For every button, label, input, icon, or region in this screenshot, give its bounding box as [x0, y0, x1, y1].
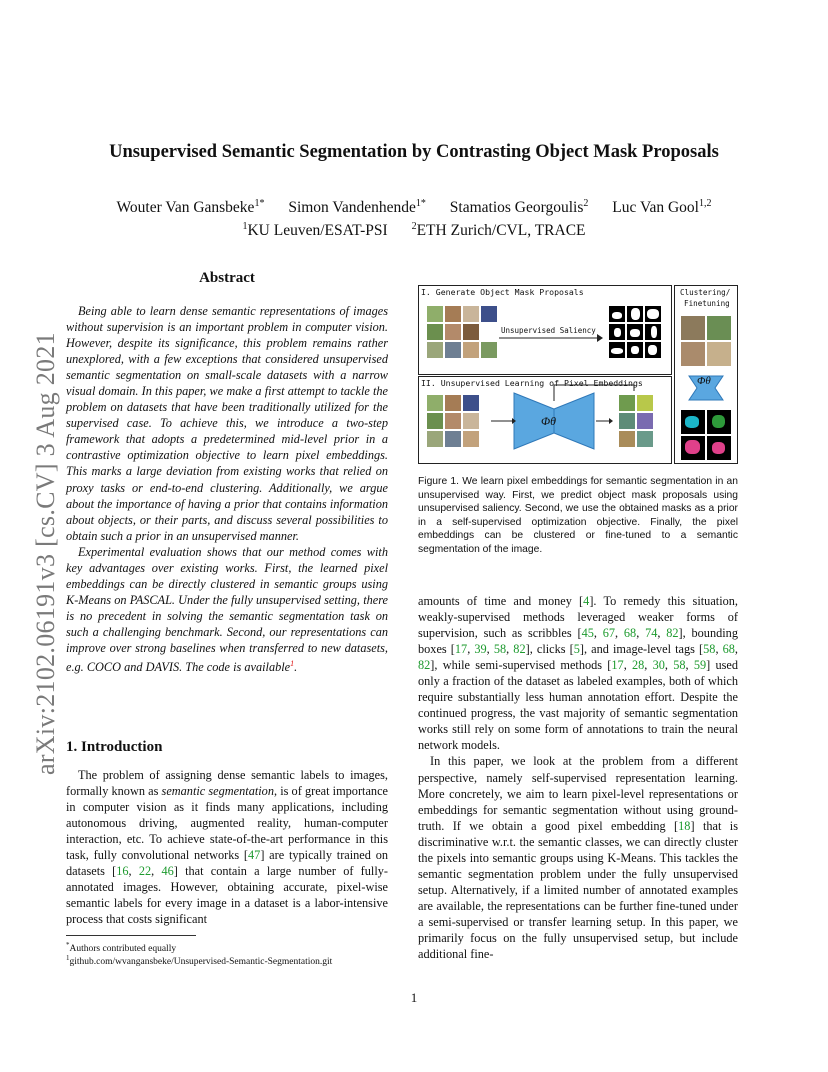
- citation-link[interactable]: 47: [248, 848, 261, 863]
- embedding-output-thumb: [637, 413, 653, 429]
- citation-link[interactable]: 17: [611, 658, 624, 673]
- stage-1-panel: [418, 285, 672, 375]
- page-number: 1: [410, 990, 418, 1005]
- citation-link[interactable]: 59: [693, 658, 707, 673]
- mask-proposal: [609, 324, 625, 340]
- intro-paragraph: The problem of assigning dense semantic labels to images, formally known as semantic segmentation, is of great importance in computer vision as it finds many applications, including autonomous driving, augmented reality, human-computer interaction, etc. To achieve state-of-the-art performance in this task, fully convolutional networks [47] are typically trained on datasets [16, 22, 46] that contain a large number of fully-annotated images. However, obtaining accurate, pixel-wise semantic labels for every image in a dataset is a labor-intensive process that costs significant: [66, 768, 389, 927]
- intro-body: [66, 767, 388, 927]
- figure-1: [418, 285, 738, 465]
- abstract-body: [66, 303, 388, 675]
- segmentation-output: [681, 410, 705, 434]
- citation-link[interactable]: 18: [678, 818, 691, 833]
- footnote-1: *Authors contributed equally: [66, 941, 177, 955]
- citation-link[interactable]: 58: [703, 642, 716, 657]
- citation-link[interactable]: 45: [581, 626, 594, 641]
- stage-1-label: I. Generate Object Mask Proposals: [421, 287, 584, 297]
- citation-link[interactable]: 82: [418, 658, 431, 673]
- citation-link[interactable]: 82: [513, 642, 526, 657]
- saliency-label: Unsupervised Saliency: [501, 326, 596, 335]
- affiliation: ETH Zurich/CVL, TRACE: [416, 222, 586, 240]
- mask-proposal: [627, 342, 643, 358]
- embedding-output-thumb: [619, 431, 635, 447]
- output-image-thumb: [681, 316, 705, 340]
- mask-proposal: [627, 306, 643, 322]
- stage-2-panel: [418, 376, 672, 464]
- citation-link[interactable]: 58: [493, 642, 507, 657]
- stage-3-panel: [674, 285, 738, 464]
- author-name: Stamatios Georgoulis: [449, 199, 584, 217]
- citation-link[interactable]: 28: [632, 658, 645, 673]
- citation-link[interactable]: 39: [474, 642, 487, 657]
- network-phi-label: Φθ: [541, 414, 557, 428]
- citation-link[interactable]: 5: [573, 642, 580, 657]
- mask-proposal: [627, 324, 643, 340]
- citation-link[interactable]: 17: [454, 642, 468, 657]
- citation-link[interactable]: 22: [138, 864, 152, 879]
- citation-link[interactable]: 30: [652, 658, 665, 673]
- author-name: Wouter Van Gansbeke: [116, 199, 255, 217]
- stage-3-label-2: Finetuning: [684, 299, 730, 308]
- author-list: Wouter Van Gansbeke$^{1*}$ Simon Vandenhende$^{1*}$ Stamatios Georgoulis$^2$ Luc Van Gool$^{1,2}$: [116, 198, 712, 217]
- footnote-rule: [66, 935, 196, 936]
- segmentation-output: [681, 436, 705, 460]
- body-paragraph: amounts of time and money [4]. To remedy this situation, weakly-supervised methods leveraged weaker forms of supervision, such as scribbles [45, 67, 68, 74, 82], bounding boxes [17, 39, 58, 82], clicks [5], and image-level tags [58, 68, 82], while semi-supervised methods [17, 28, 30, 58, 59] used only a fraction of the dataset as labeled examples, both of which require substantially less human annotation effort. Despite the continued progress, the vast majority of semantic segmentation works still rely on some form of annotations to train the neural network models.: [418, 594, 738, 753]
- mask-proposal: [645, 306, 661, 322]
- output-image-thumb: [707, 316, 731, 340]
- segmentation-output: [707, 410, 731, 434]
- citation-link[interactable]: 4: [583, 594, 590, 608]
- author-name: Simon Vandenhende: [288, 199, 416, 217]
- citation-link[interactable]: 68: [623, 626, 637, 641]
- stage-2-label: II. Unsupervised Learning of Pixel Embeddings: [421, 378, 643, 388]
- segmentation-output: [707, 436, 731, 460]
- embedding-output-thumb: [637, 395, 653, 411]
- paper-title: Unsupervised Semantic Segmentation by Contrasting Object Mask Proposals: [109, 142, 719, 162]
- mask-proposal: [645, 324, 661, 340]
- citation-link[interactable]: 58: [673, 658, 686, 673]
- citation-link[interactable]: 46: [161, 864, 174, 879]
- abstract-paragraph-2: Experimental evaluation shows that our method comes with key advantages over existing works. First, the learned pixel embeddings can be directly clustered in semantic groups using K-Means on PASCAL. Under the fully unsupervised setting, there is no precedent in solving the semantic segmentation task on such a challenging benchmark. Second, our representations can improve over strong baselines when transferred to new datasets, e.g. COCO and DAVIS. The code is available$^1$.: [66, 544, 388, 675]
- output-image-thumb: [707, 342, 731, 366]
- section-heading-introduction: 1. Introduction: [66, 739, 163, 755]
- right-column-body: [418, 593, 738, 962]
- code-url[interactable]: github.com/wvangansbeke/Unsupervised-Semantic-Segmentation.git: [69, 957, 333, 968]
- mask-proposal: [645, 342, 661, 358]
- citation-link[interactable]: 82: [666, 626, 679, 641]
- output-image-thumb: [681, 342, 705, 366]
- abstract-paragraph: Being able to learn dense semantic representations of images without supervision is an important problem in computer vision. However, despite its significance, this problem remains rather unexplored, with a few exceptions that considered unsupervised semantic segmentation on small-scale datasets with a narrow visual domain. In this paper, we make a first attempt to tackle the problem on datasets that have been traditionally utilized for the supervised case. To achieve this, we introduce a two-step framework that adopts a predetermined mid-level prior in a contrastive optimization objective to learn pixel embeddings. This marks a large deviation from existing works that relied on proxy tasks or end-to-end clustering. Additionally, we argue about the importance of having a prior that contains information about objects, or their parts, and discuss several possibilities to obtain such a prior in an unsupervised manner.: [66, 304, 388, 543]
- citation-link[interactable]: 68: [722, 642, 735, 657]
- author-name: Luc Van Gool: [612, 199, 699, 217]
- citation-link[interactable]: 74: [645, 626, 658, 641]
- footnote-link[interactable]: 1: [290, 659, 295, 669]
- body-paragraph-2: In this paper, we look at the problem from a different perspective, namely self-supervised representation learning. More concretely, we aim to learn pixel-level representations or embeddings for semantic segmentation without using ground-truth. If we obtain a good pixel embedding [18] that is discriminative w.r.t. the semantic classes, we can directly cluster the pixels into semantic groups using K-Means. This tackles the semantic segmentation problem under the fully unsupervised setup. Alternatively, if a limited number of annotated examples are available, the representations can be further fine-tuned under a semi-supervised or transfer learning setup. In this paper, we primarily focus on the fully unsupervised setup, but include additional fine-: [418, 754, 738, 962]
- arxiv-stamp: arXiv:2102.06191v3 [cs.CV] 3 Aug 2021: [31, 332, 60, 775]
- affiliation: KU Leuven/ESAT-PSI: [247, 222, 388, 240]
- finetune-phi-label: Φθ: [697, 375, 711, 387]
- author-block: [0, 194, 828, 240]
- mask-proposal: [609, 306, 625, 322]
- citation-link[interactable]: 16: [116, 864, 129, 879]
- abstract-heading: Abstract: [199, 270, 255, 286]
- stage-3-label: Clustering/: [680, 288, 731, 297]
- embedding-output-thumb: [619, 395, 635, 411]
- footnote-2: $^1$github.com/wvangansbeke/Unsupervised-Semantic-Segmentation.git: [66, 954, 333, 968]
- embedding-output-thumb: [619, 413, 635, 429]
- affiliation-list: $^1$KU Leuven/ESAT-PSI $^2$ETH Zurich/CVL, TRACE: [242, 221, 586, 240]
- embedding-output-thumb: [637, 431, 653, 447]
- citation-link[interactable]: 67: [602, 626, 616, 641]
- figure-caption: Figure 1. We learn pixel embeddings for semantic segmentation in an unsupervised way. First, we predict object mask proposals using unsupervised saliency. Second, we use the obtained masks as a prior in a self-supervised optimization objective. Finally, the pixel embeddings can be clustered or fine-tuned to a semantic segmentation of the image.: [418, 476, 738, 555]
- mask-proposal: [609, 342, 625, 358]
